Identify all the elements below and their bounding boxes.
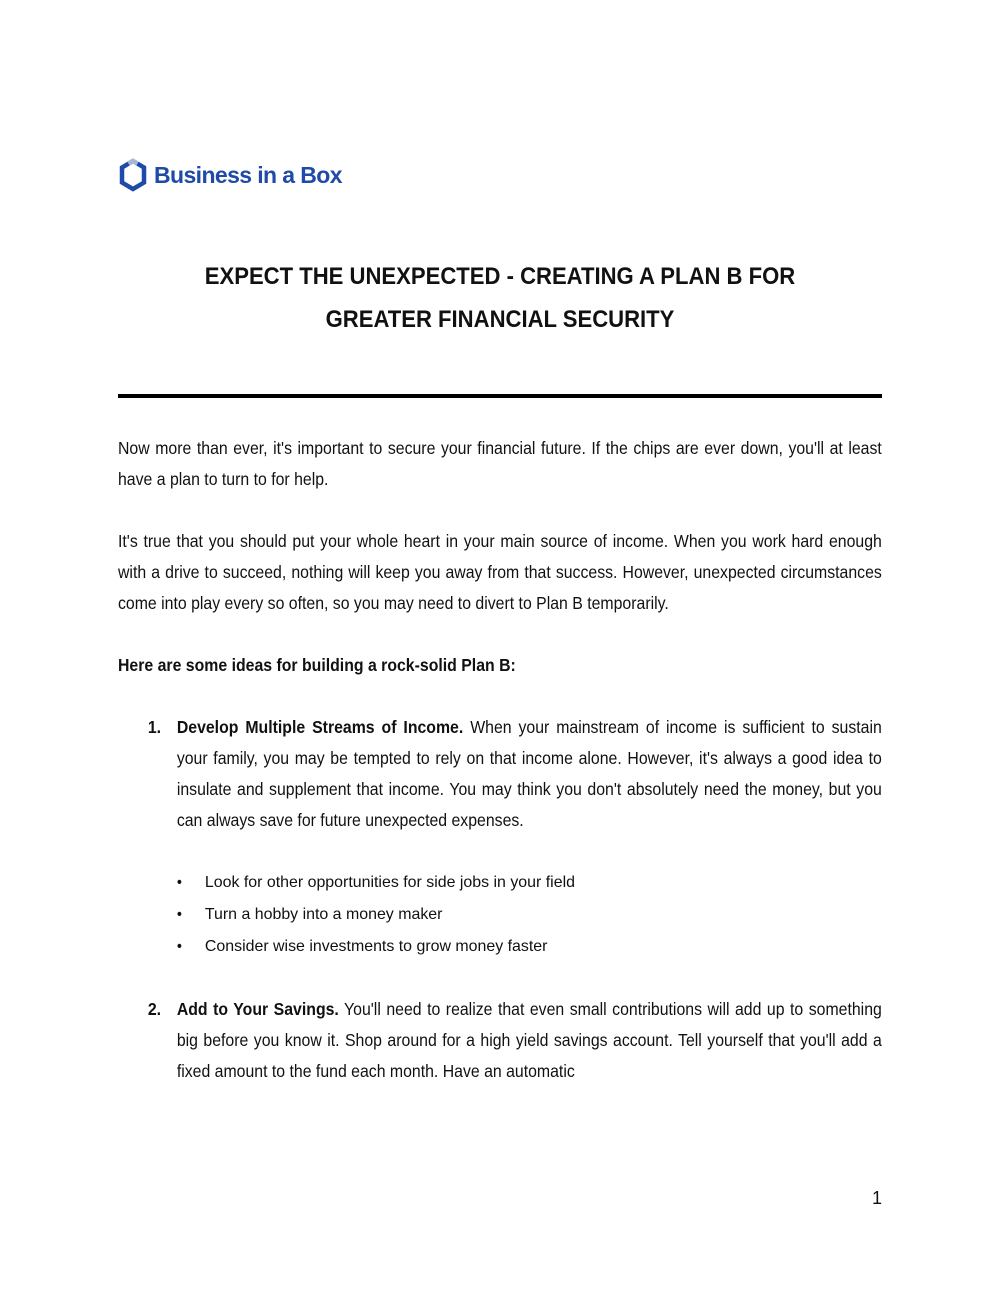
- title-line-1: EXPECT THE UNEXPECTED - CREATING A PLAN B FOR: [204, 263, 796, 290]
- idea-item-1: [118, 712, 882, 963]
- brand-logo: [119, 157, 342, 193]
- title-line-2: GREATER FINANCIAL SECURITY: [325, 306, 675, 333]
- bullet-icon: •: [176, 938, 182, 955]
- document-title: [149, 255, 852, 341]
- bullet-item: • Consider wise investments to grow money faster: [177, 931, 882, 963]
- ideas-list: [118, 712, 882, 1087]
- hexagon-logo-icon: [119, 158, 147, 192]
- idea-bullet-list: [177, 867, 882, 963]
- document-body: [118, 433, 882, 1118]
- idea-title: Add to Your Savings.: [176, 999, 339, 1019]
- bullet-item: • Look for other opportunities for side jobs in your field: [177, 867, 882, 899]
- page-number: 1: [871, 1188, 882, 1208]
- brand-name: Business in a Box: [154, 162, 342, 188]
- idea-number: 1.: [147, 717, 162, 737]
- title-divider: [118, 394, 882, 398]
- idea-item-2: [118, 994, 882, 1087]
- idea-number: 2.: [147, 999, 162, 1019]
- bullet-icon: •: [176, 906, 182, 923]
- idea-body: You'll need to realize that even small contributions will add up to something big before you know it. Shop around for a high yield savings account. Tell yourself that you'll add a fixed amount to the fund each month. Have an automatic: [176, 999, 882, 1081]
- bullet-item: • Turn a hobby into a money maker: [177, 899, 882, 931]
- idea-body: When your mainstream of income is sufficient to sustain your family, you may be tempted to rely on that income alone. However, it's always a good idea to insulate and supplement that income. You may think you don't absolutely need the money, but you can always save for future unexpected expenses.: [176, 717, 882, 830]
- intro-paragraph: Now more than ever, it's important to secure your financial future. If the chips are ever down, you'll at least have a plan to turn to for help.: [118, 438, 882, 489]
- ideas-heading: Here are some ideas for building a rock-solid Plan B:: [118, 655, 516, 675]
- idea-title: Develop Multiple Streams of Income.: [176, 717, 464, 737]
- body-paragraph: It's true that you should put your whole heart in your main source of income. When you work hard enough with a drive to succeed, nothing will keep you away from that success. However, unexpected circumstances come into play every so often, so you may need to divert to Plan B temporarily.: [118, 531, 882, 613]
- bullet-icon: •: [176, 874, 182, 891]
